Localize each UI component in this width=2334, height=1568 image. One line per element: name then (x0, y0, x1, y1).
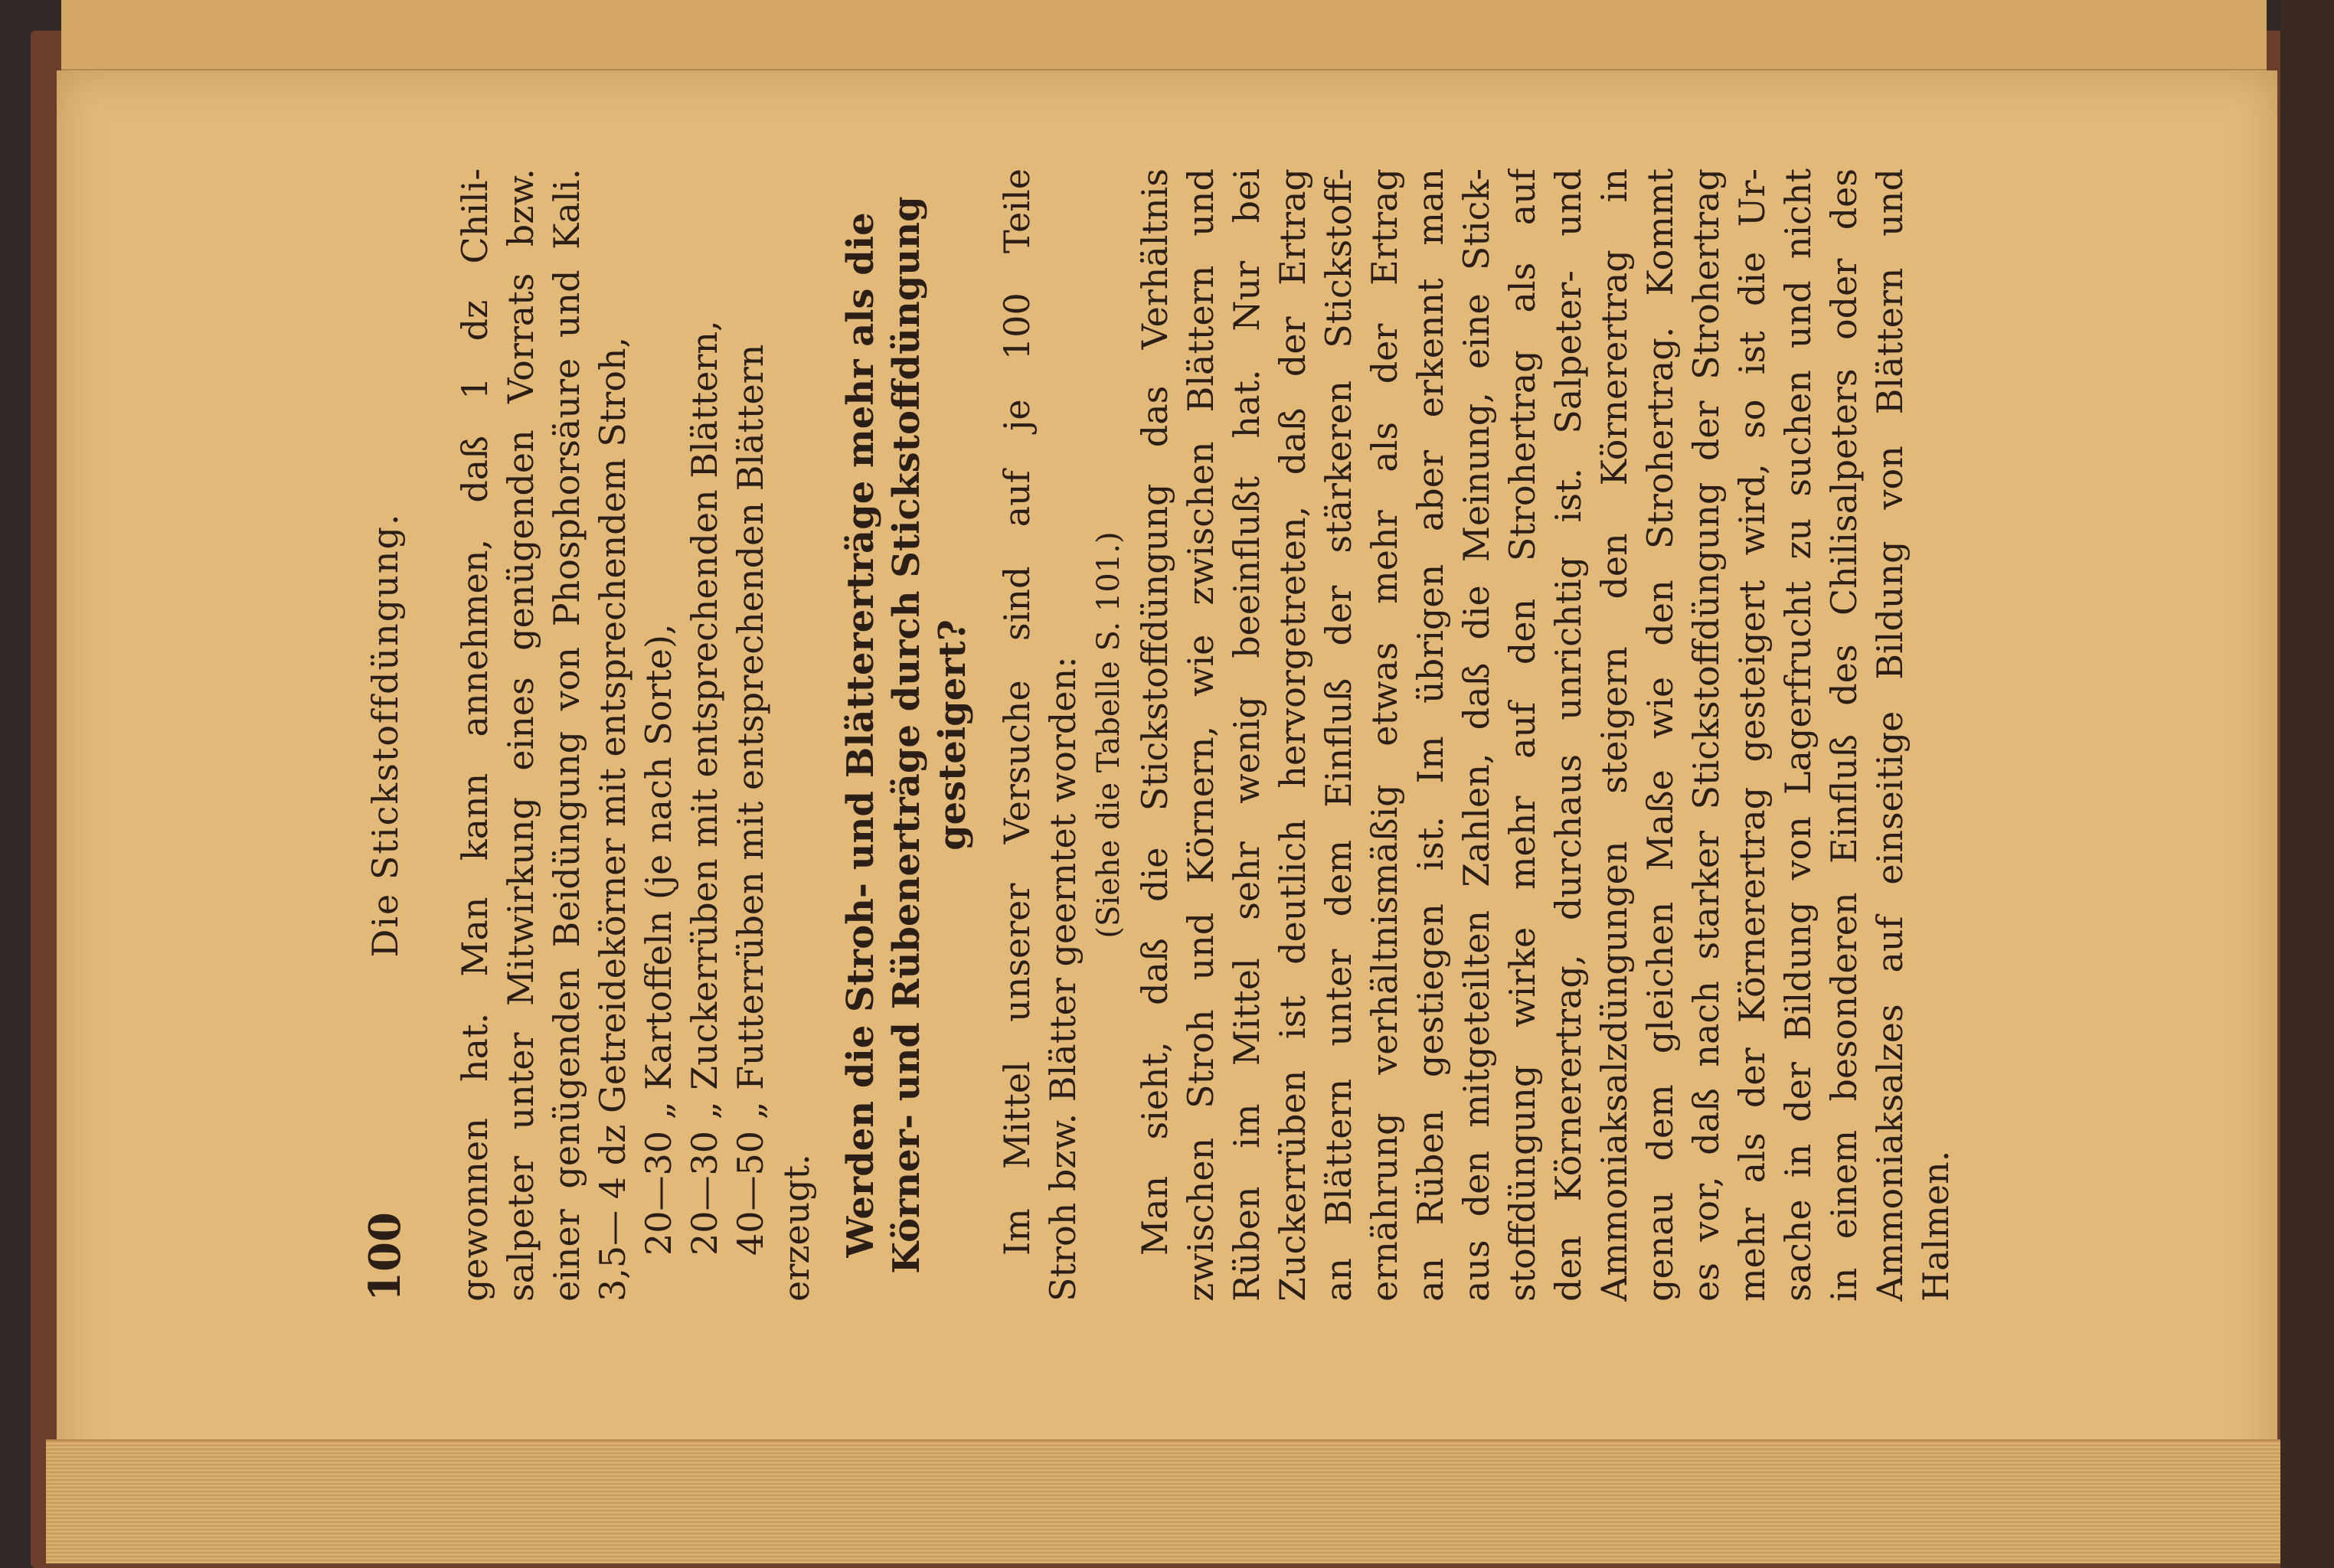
page-edges (46, 1439, 2282, 1563)
text-line: Ammoniaksalzdüngungen steigern den Körnerertrag in (1594, 168, 1635, 1302)
text-line: mehr als der Körnerertrag gesteigert wird, so ist die Ur- (1731, 168, 1773, 1302)
text-line: 40—50 „ Futterrüben mit entsprechenden Blättern (730, 344, 771, 1256)
text-line: salpeter unter Mitwirkung eines genügenden Vorrats bzw. (500, 168, 541, 1302)
text-line: Rüben im Mittel sehr wenig beeinflußt hat. Nur bei (1226, 168, 1267, 1302)
text-line: einer genügenden Beidüngung von Phosphorsäure und Kali. (546, 168, 587, 1302)
text-line: Im Mittel unserer Versuche sind auf je 100 Teile (996, 168, 1038, 1256)
page-body (452, 168, 1959, 1302)
text-line: Stroh bzw. Blätter geerntet worden: (1042, 656, 1084, 1302)
text-line: gewonnen hat. Man kann annehmen, daß 1 dz Chili- (454, 168, 495, 1302)
section-heading-line: gesteigert? (931, 619, 974, 851)
text-line: an Blättern unter dem Einfluß der stärkeren Stickstoff- (1318, 168, 1359, 1302)
section-heading-line: Werden die Stroh- und Blättererträge mehr als die (839, 212, 882, 1258)
text-line: 20—30 „ Kartoffeln (je nach Sorte), (638, 623, 679, 1256)
text-line: stoffdüngung wirke mehr auf den Strohertrag als auf (1502, 168, 1543, 1302)
text-line: sache in der Bildung von Lagerfrucht zu suchen und nicht (1777, 168, 1819, 1302)
text-line: an Rüben gestiegen ist. Im übrigen aber erkennt man (1410, 168, 1451, 1302)
text-line: 20—30 „ Zuckerrüben mit entsprechenden Blättern, (684, 320, 725, 1256)
page-text (230, 46, 2221, 1424)
text-line: zwischen Stroh und Körnern, wie zwischen Blättern und (1180, 168, 1221, 1302)
text-line: erzeugt. (776, 1154, 817, 1302)
text-line: Ammoniaksalzes auf einseitige Bildung von Blättern und (1869, 168, 1911, 1302)
text-line: Zuckerrüben ist deutlich hervorgetreten, daß der Ertrag (1272, 168, 1313, 1302)
table-reference: (Siehe die Tabelle S. 101.) (1091, 531, 1126, 939)
book-spine-shadow (2280, 0, 2334, 1568)
page-header (360, 168, 421, 1302)
text-line: 3,5— 4 dz Getreidekörner mit entsprechendem Stroh, (592, 336, 633, 1302)
running-title: Die Stickstoffdüngung. (364, 512, 406, 958)
text-line: ernährung verhältnismäßig etwas mehr als der Ertrag (1364, 168, 1405, 1302)
text-line: es vor, daß nach starker Stickstoffdüngung der Strohertrag (1685, 168, 1727, 1302)
text-line: den Körnerertrag, durchaus unrichtig ist. Salpeter- und (1548, 168, 1589, 1302)
text-line: genau dem gleichen Maße wie den Strohertrag. Kommt (1639, 168, 1681, 1302)
text-line: in einem besonderen Einfluß des Chilisalpeters oder des (1823, 168, 1865, 1302)
text-line: Halmen. (1915, 1150, 1956, 1302)
text-line: Man sieht, daß die Stickstoffdüngung das Verhältnis (1134, 168, 1175, 1256)
section-heading-line: Körner- und Rübenerträge durch Stickstoffdüngung (885, 196, 928, 1274)
page-number: 100 (360, 1212, 410, 1302)
text-line: aus den mitgeteilten Zahlen, daß die Meinung, eine Stick- (1456, 168, 1497, 1302)
